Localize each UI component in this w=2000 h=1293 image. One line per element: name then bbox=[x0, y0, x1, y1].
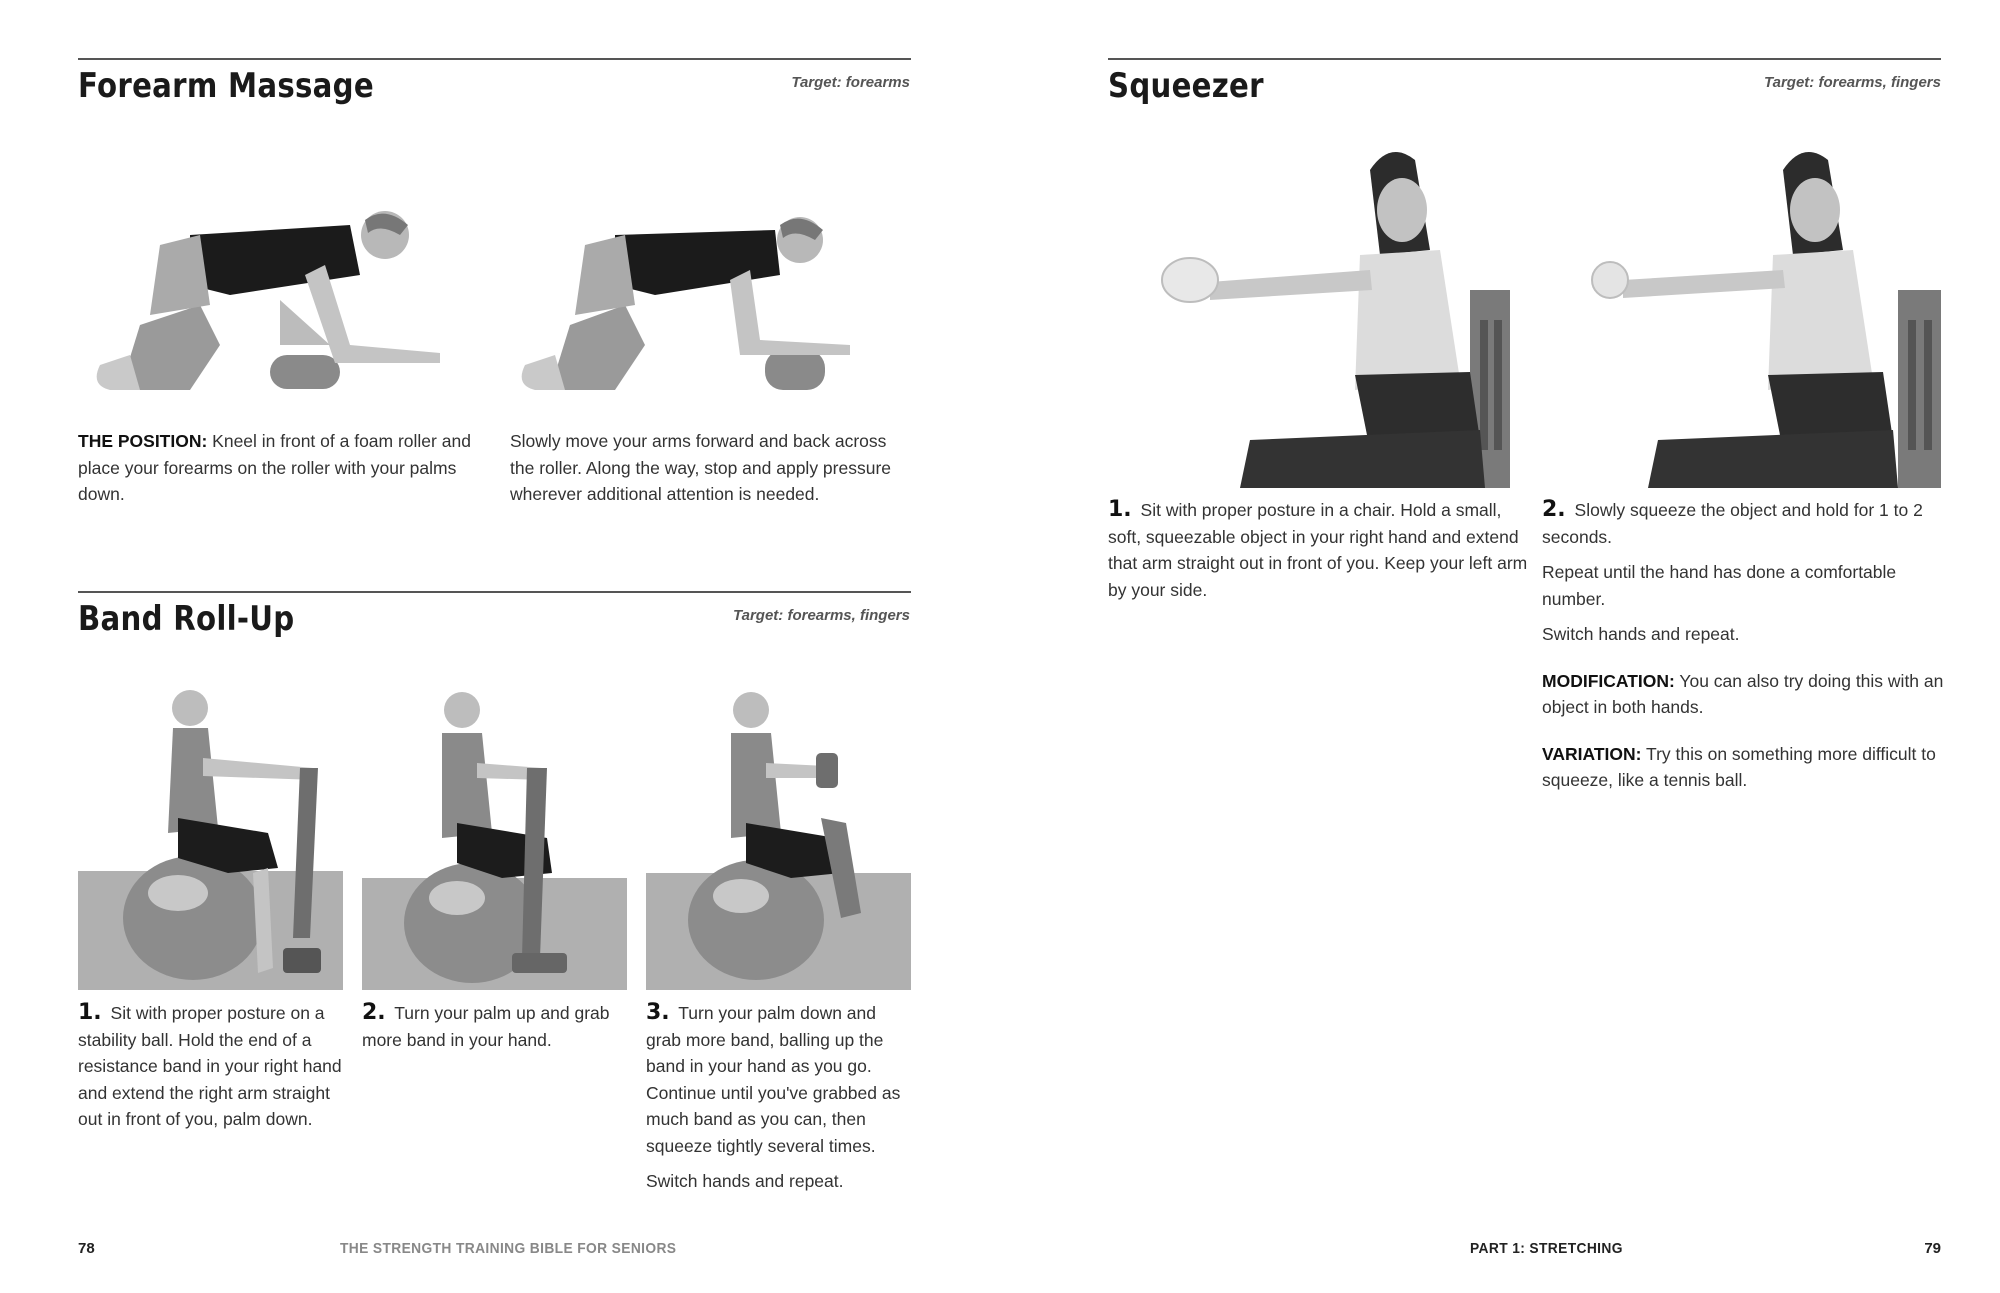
running-title-right: PART 1: STRETCHING bbox=[1470, 1240, 1623, 1257]
photo-band-rollup-step-2 bbox=[362, 668, 627, 990]
target-label: Target: forearms bbox=[791, 74, 910, 91]
running-title-left bbox=[340, 1240, 676, 1257]
section-rule bbox=[78, 58, 911, 60]
band-rollup-extra-text: Switch hands and repeat. bbox=[646, 1171, 844, 1191]
modification-text: You can also try doing this with an object in both hands. bbox=[1542, 670, 1944, 717]
squeezer-step-2-block bbox=[1542, 497, 1947, 803]
right-page bbox=[1000, 0, 2000, 1293]
photo-squeezer-step-2 bbox=[1558, 140, 1941, 488]
target-label: Target: forearms, fingers bbox=[733, 607, 910, 624]
variation-text: Try this on something more difficult to squeeze, like a tennis ball. bbox=[1542, 743, 1936, 790]
step-number: 1. bbox=[78, 1000, 102, 1025]
band-rollup-step-1 bbox=[78, 1000, 343, 1133]
photo-band-rollup-step-3 bbox=[646, 668, 911, 990]
forearm-massage-step-text: Slowly move your arms forward and back across the roller. Along the way, stop and apply pressure wherever additional attention is needed. bbox=[510, 431, 892, 504]
running-title-prefix: THE STRENGTH bbox=[340, 1240, 452, 1257]
section-rule bbox=[78, 591, 911, 593]
section-title-forearm-massage: Forearm Massage bbox=[78, 66, 374, 106]
section-title-band-roll-up: Band Roll-Up bbox=[78, 599, 295, 639]
photo-kneeling-roller-forward bbox=[510, 205, 870, 395]
step-text: Turn your palm down and grab more band, balling up the band in your hand as you go. Continue until you've grabbed as much band as you can, then squeeze tightly several times. bbox=[646, 1003, 901, 1156]
section-rule bbox=[1108, 58, 1941, 60]
photo-squeezer-step-1 bbox=[1140, 140, 1512, 488]
target-label: Target: forearms, fingers bbox=[1764, 74, 1941, 91]
band-rollup-step-3 bbox=[646, 1000, 911, 1204]
photo-kneeling-roller-start bbox=[80, 205, 480, 395]
step-number: 3. bbox=[646, 1000, 670, 1025]
step-text: Turn your palm up and grab more band in your hand. bbox=[362, 1003, 610, 1050]
page-number-right: 79 bbox=[1924, 1240, 1941, 1257]
repeat-text: Repeat until the hand has done a comfortable number. bbox=[1542, 562, 1897, 609]
step-text: Slowly squeeze the object and hold for 1 to 2 seconds. bbox=[1542, 500, 1923, 547]
step-number: 2. bbox=[362, 1000, 386, 1025]
band-rollup-step-2 bbox=[362, 1000, 627, 1053]
section-title-squeezer: Squeezer bbox=[1108, 66, 1264, 106]
step-text: Sit with proper posture on a stability ball. Hold the end of a resistance band in your right hand and extend the right arm straight out in front of you, palm down. bbox=[78, 1003, 342, 1129]
step-number: 1. bbox=[1108, 497, 1132, 522]
photo-band-rollup-step-1 bbox=[78, 668, 343, 990]
page-number-left: 78 bbox=[78, 1240, 95, 1257]
variation-label: VARIATION: bbox=[1542, 743, 1642, 764]
modification-label: MODIFICATION: bbox=[1542, 670, 1675, 691]
step-text: Sit with proper posture in a chair. Hold a small, soft, squeezable object in your right hand and extend that arm straight out in front of you. Keep your left arm by your side. bbox=[1108, 500, 1528, 600]
position-text: Kneel in front of a foam roller and place your forearms on the roller with your palms down. bbox=[78, 431, 471, 504]
squeezer-step-1 bbox=[1108, 497, 1528, 603]
position-label: THE POSITION: bbox=[78, 431, 208, 451]
switch-text: Switch hands and repeat. bbox=[1542, 624, 1740, 644]
running-title-rest: TRAINING BIBLE FOR SENIORS bbox=[451, 1240, 677, 1257]
position-description bbox=[78, 428, 488, 508]
step-number: 2. bbox=[1542, 497, 1566, 522]
